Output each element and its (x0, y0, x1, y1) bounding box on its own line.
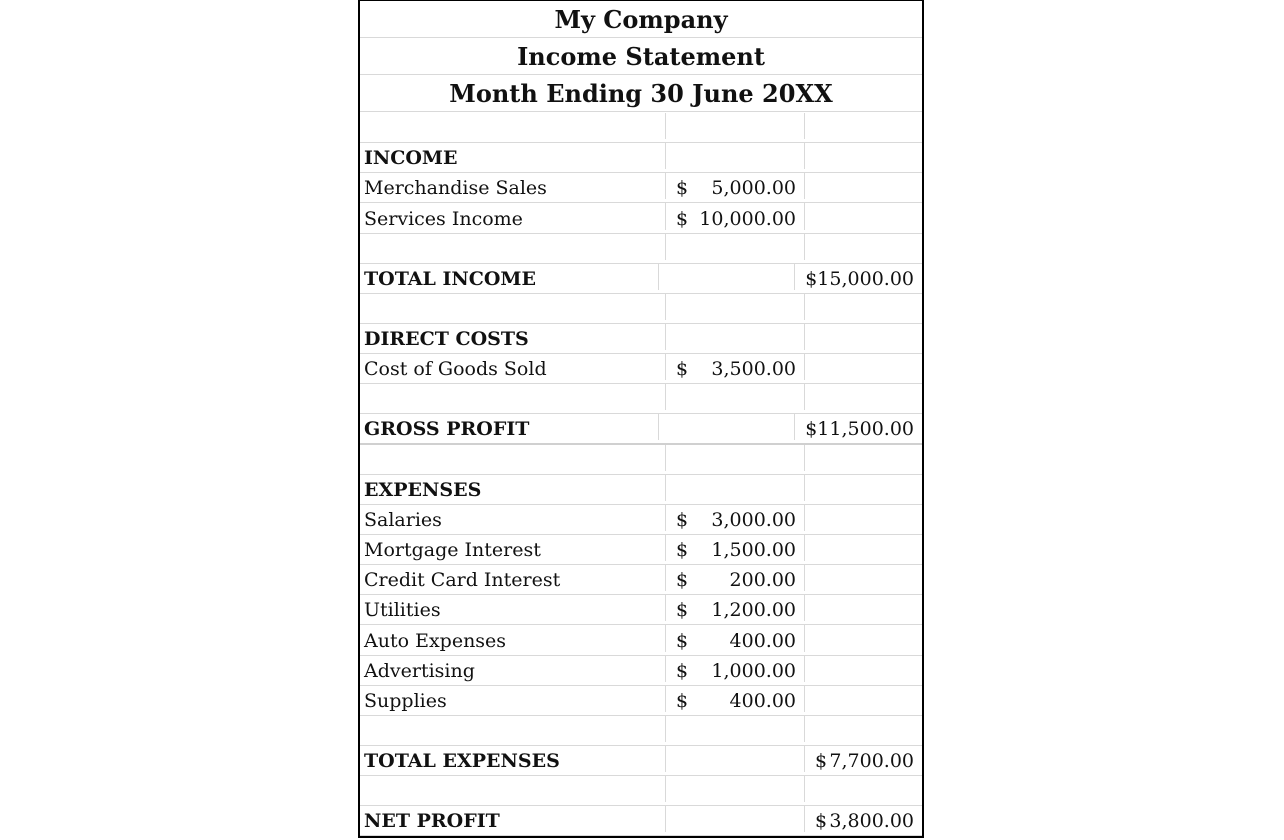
total-cell[interactable] (805, 746, 922, 772)
amount-value: 1,500.00 (711, 539, 796, 562)
total-cell[interactable] (805, 384, 922, 410)
total-cell[interactable] (805, 203, 922, 229)
amount-cell[interactable] (666, 354, 805, 380)
table-row (360, 414, 922, 444)
table-row (360, 324, 922, 354)
row-label-cell[interactable]: Services Income (360, 203, 666, 229)
total-cell[interactable] (805, 776, 922, 802)
amount-value: 5,000.00 (711, 177, 796, 200)
table-row (360, 776, 922, 806)
row-label-cell[interactable] (360, 384, 666, 410)
currency-symbol: $ (676, 177, 689, 200)
amount-cell[interactable] (666, 565, 805, 591)
income-statement-sheet (358, 0, 924, 838)
amount-cell[interactable] (666, 716, 805, 742)
row-label-cell[interactable]: TOTAL INCOME (360, 264, 659, 290)
total-cell[interactable] (805, 143, 922, 169)
total-cell[interactable] (805, 113, 922, 139)
amount-value: 1,200.00 (711, 599, 796, 622)
currency-symbol: $ (805, 267, 818, 290)
currency-symbol: $ (676, 539, 689, 562)
amount-value: 400.00 (729, 689, 796, 712)
total-cell[interactable] (805, 565, 922, 591)
currency-symbol: $ (676, 207, 689, 230)
row-label-cell[interactable]: GROSS PROFIT (360, 414, 659, 439)
table-row (360, 565, 922, 595)
table-row (360, 203, 922, 233)
amount-cell[interactable] (666, 625, 805, 651)
currency-symbol: $ (815, 750, 828, 773)
total-cell[interactable] (805, 475, 922, 501)
row-label-cell[interactable] (360, 776, 666, 802)
amount-cell[interactable] (659, 414, 795, 439)
total-cell[interactable] (805, 625, 922, 651)
currency-symbol: $ (676, 689, 689, 712)
row-label-cell[interactable]: Utilities (360, 595, 666, 621)
table-row (360, 384, 922, 414)
amount-cell[interactable] (666, 595, 805, 621)
row-label-cell[interactable]: Salaries (360, 505, 666, 531)
amount-cell[interactable] (666, 143, 805, 169)
row-label-cell[interactable]: DIRECT COSTS (360, 324, 666, 350)
table-row (360, 234, 922, 264)
table-row (360, 294, 922, 324)
row-label-cell[interactable] (360, 716, 666, 742)
row-label-cell[interactable]: EXPENSES (360, 475, 666, 501)
row-label-cell[interactable] (360, 234, 666, 260)
table-row (360, 475, 922, 505)
table-row (360, 686, 922, 716)
row-label-cell[interactable]: TOTAL EXPENSES (360, 746, 666, 772)
amount-cell[interactable] (666, 445, 805, 471)
amount-cell[interactable] (666, 234, 805, 260)
amount-cell[interactable] (666, 173, 805, 199)
currency-symbol: $ (676, 358, 689, 381)
total-cell[interactable] (805, 535, 922, 561)
row-label-cell[interactable] (360, 445, 666, 471)
statement-period[interactable]: Month Ending 30 June 20XX (360, 75, 922, 112)
total-value: 11,500.00 (817, 417, 914, 440)
currency-symbol: $ (815, 810, 828, 833)
row-label-cell[interactable] (360, 294, 666, 320)
total-value: 7,700.00 (829, 750, 914, 773)
row-label-cell[interactable] (360, 113, 666, 139)
total-cell[interactable] (805, 324, 922, 350)
total-cell[interactable] (805, 354, 922, 380)
amount-cell[interactable] (666, 686, 805, 712)
amount-cell[interactable] (666, 475, 805, 501)
amount-value: 1,000.00 (711, 659, 796, 682)
amount-cell[interactable] (666, 535, 805, 561)
currency-symbol: $ (805, 417, 818, 440)
row-label-cell[interactable]: INCOME (360, 143, 666, 169)
table-row (360, 354, 922, 384)
table-row (360, 806, 922, 836)
total-cell[interactable] (795, 264, 922, 290)
row-label-cell[interactable]: Auto Expenses (360, 625, 666, 651)
currency-symbol: $ (676, 629, 689, 652)
amount-cell[interactable] (666, 203, 805, 229)
currency-symbol: $ (676, 569, 689, 592)
total-cell[interactable] (805, 234, 922, 260)
total-cell[interactable] (805, 595, 922, 621)
row-label-cell[interactable]: Mortgage Interest (360, 535, 666, 561)
table-row (360, 173, 922, 203)
row-label-cell[interactable]: Cost of Goods Sold (360, 354, 666, 380)
table-row (360, 535, 922, 565)
table-row (360, 143, 922, 173)
amount-value: 3,500.00 (711, 358, 796, 381)
total-value: 15,000.00 (817, 267, 914, 290)
statement-grid (360, 113, 922, 836)
total-cell[interactable] (795, 414, 922, 439)
table-row (360, 445, 922, 475)
table-row (360, 264, 922, 294)
total-cell[interactable] (805, 656, 922, 682)
table-row (360, 746, 922, 776)
total-cell[interactable] (805, 445, 922, 471)
total-cell[interactable] (805, 716, 922, 742)
amount-value: 200.00 (729, 569, 796, 592)
currency-symbol: $ (676, 599, 689, 622)
total-cell[interactable] (805, 505, 922, 531)
amount-value: 10,000.00 (699, 207, 796, 230)
company-name[interactable]: My Company (360, 1, 922, 38)
total-value: 3,800.00 (829, 810, 914, 833)
table-row (360, 505, 922, 535)
total-cell[interactable] (805, 173, 922, 199)
currency-symbol: $ (676, 508, 689, 531)
table-row (360, 595, 922, 625)
amount-cell[interactable] (666, 746, 805, 772)
row-label-cell[interactable]: Credit Card Interest (360, 565, 666, 591)
total-cell[interactable] (805, 686, 922, 712)
amount-cell[interactable] (666, 384, 805, 410)
amount-cell[interactable] (666, 776, 805, 802)
currency-symbol: $ (676, 659, 689, 682)
row-label-cell[interactable]: Supplies (360, 686, 666, 712)
table-row (360, 716, 922, 746)
row-label-cell[interactable]: NET PROFIT (360, 806, 666, 832)
amount-value: 3,000.00 (711, 508, 796, 531)
statement-title[interactable]: Income Statement (360, 38, 922, 75)
amount-cell[interactable] (659, 264, 795, 290)
table-row (360, 625, 922, 655)
total-cell[interactable] (805, 806, 922, 832)
amount-cell[interactable] (666, 505, 805, 531)
amount-cell[interactable] (666, 656, 805, 682)
amount-cell[interactable] (666, 324, 805, 350)
amount-cell[interactable] (666, 294, 805, 320)
amount-cell[interactable] (666, 113, 805, 139)
table-row (360, 113, 922, 143)
row-label-cell[interactable]: Advertising (360, 656, 666, 682)
amount-value: 400.00 (729, 629, 796, 652)
amount-cell[interactable] (666, 806, 805, 832)
row-label-cell[interactable]: Merchandise Sales (360, 173, 666, 199)
total-cell[interactable] (805, 294, 922, 320)
table-row (360, 656, 922, 686)
